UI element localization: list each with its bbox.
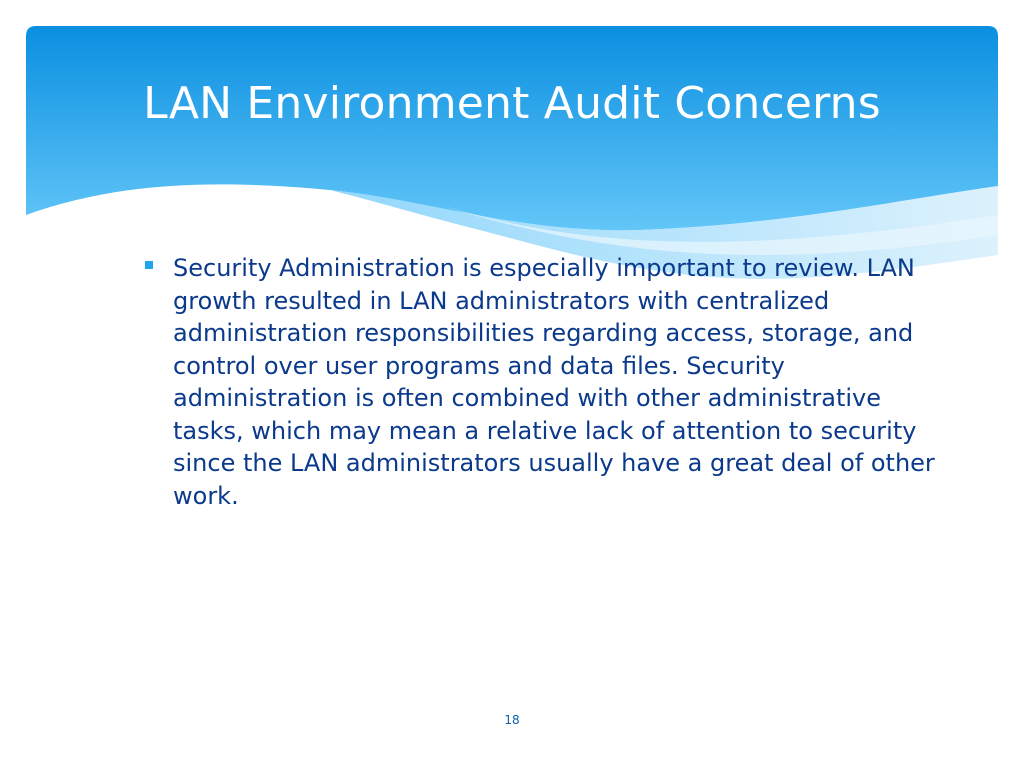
slide-title: LAN Environment Audit Concerns <box>143 78 881 129</box>
square-bullet-icon <box>145 261 153 269</box>
slide-number: 18 <box>504 713 520 727</box>
bullet-text: Security Administration is especially important to review. LAN growth resulted in LAN administrators with centralized administration responsibilities regarding access, storage, and control over user programs and data files. Security administration is often combined with other administrative tasks, which may mean a relative lack of attention to security since the LAN administrators usually have a great deal of other work. <box>173 254 935 510</box>
bullet-list <box>145 252 935 512</box>
header-wave-banner <box>0 0 1024 290</box>
bullet-item <box>145 252 935 512</box>
